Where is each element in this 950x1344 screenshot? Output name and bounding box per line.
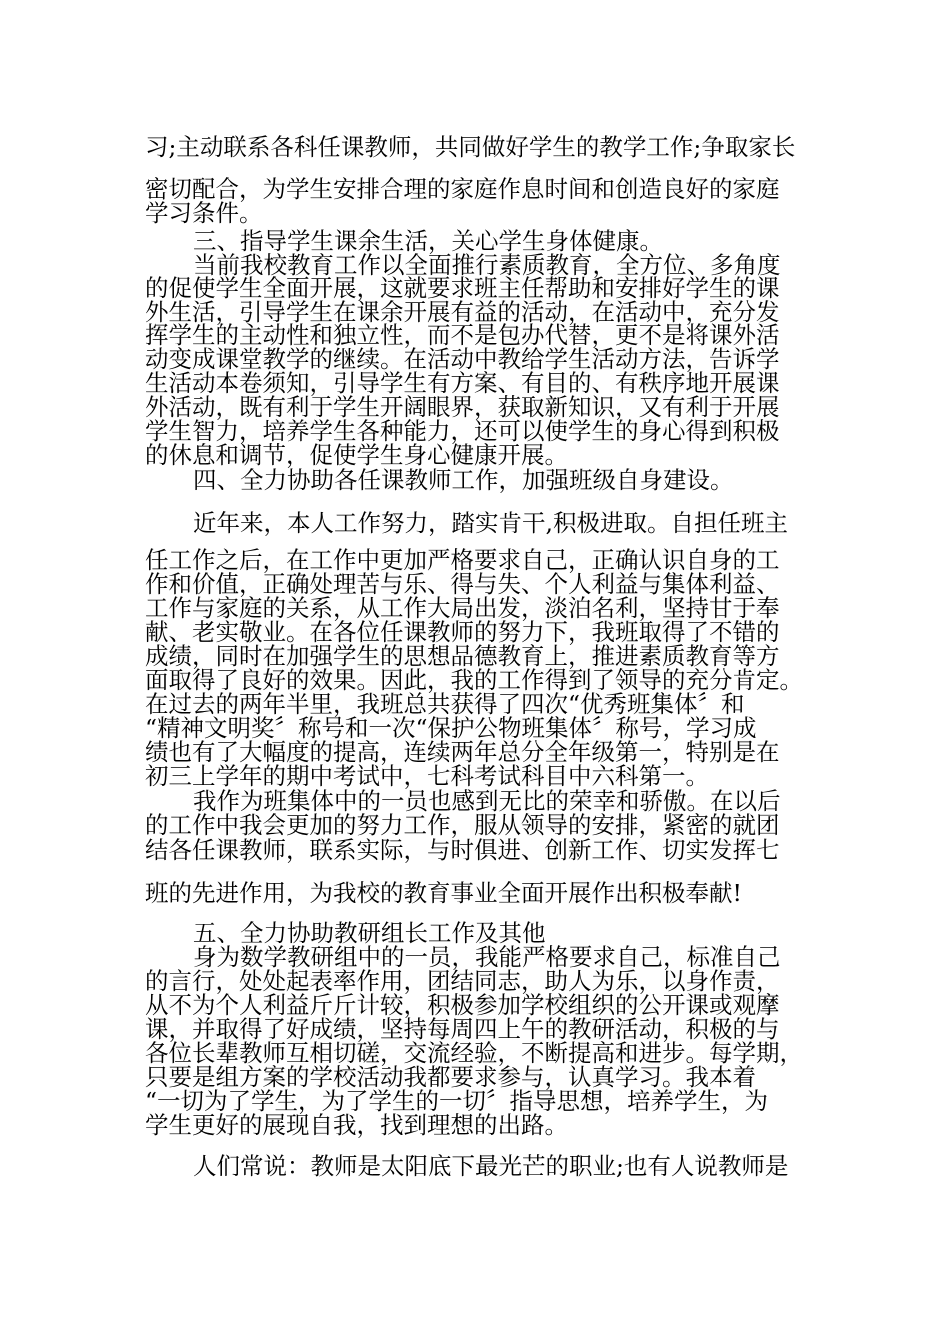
text-line: 的工作中我会更加的努力工作，服从领导的安排，紧密的就团 [145, 811, 780, 839]
text-line: 近年来，本人工作努力，踏实肯干,积极进取。自担任班主 [193, 509, 788, 537]
section-heading: 三、指导学生课余生活，关心学生身体健康。 [193, 227, 663, 255]
text-line: 的休息和调节，促使学生身心健康开展。 [145, 441, 568, 469]
text-line: 初三上学年的期中考试中，七科考试科目中六科第一。 [145, 762, 709, 790]
text-line: 外生活，引导学生在课余开展有益的活动，在活动中，充分发 [145, 298, 780, 326]
text-line: 绩也有了大幅度的提高，连续两年总分全年级第一，特别是在 [145, 738, 780, 766]
text-line: 面取得了良好的效果。因此，我的工作得到了领导的充分肯定。 [145, 666, 803, 694]
text-line: 作和价值，正确处理苦与乐、得与失、个人利益与集体利益、 [145, 570, 780, 598]
text-line: “一切为了学生，为了学生的一切〞指导思想，培养学生，为 [145, 1087, 769, 1115]
text-line: 学生智力，培养学生各种能力，还可以使学生的身心得到积极 [145, 417, 780, 445]
text-line: 我作为班集体中的一员也感到无比的荣幸和骄傲。在以后 [193, 787, 781, 815]
text-line: 在过去的两年半里，我班总共获得了四次“优秀班集体〞和 [145, 690, 745, 718]
text-line: 动变成课堂教学的继续。在活动中教给学生活动方法，告诉学 [145, 345, 780, 373]
text-line: 习;主动联系各科任课教师，共同做好学生的教学工作;争取家长 [145, 133, 796, 161]
text-line: 的促使学生全面开展，这就要求班主任帮助和安排好学生的课 [145, 274, 780, 302]
text-line: 课，并取得了好成绩，坚持每周四上午的教研活动，积极的与 [145, 1015, 780, 1043]
text-line: 献、老实敬业。在各位任课教师的努力下，我班取得了不错的 [145, 618, 780, 646]
text-line: 班的先进作用，为我校的教育事业全面开展作出积极奉献! [145, 879, 742, 907]
text-line: 结各任课教师，联系实际，与时俱进、创新工作、切实发挥七 [145, 836, 780, 864]
section-heading: 四、全力协助各任课教师工作，加强班级自身建设。 [193, 466, 734, 494]
text-line: 成绩，同时在加强学生的思想品德教育上，推进素质教育等方 [145, 642, 780, 670]
text-line: 身为数学教研组中的一员，我能严格要求自己，标准自己 [193, 943, 781, 971]
text-line: 密切配合，为学生安排合理的家庭作息时间和创造良好的家庭 [145, 175, 780, 203]
text-line: 工作与家庭的关系，从工作大局出发，淡泊名利，坚持甘于奉 [145, 594, 780, 622]
text-line: 学习条件。 [145, 199, 263, 227]
text-line: 生活动本卷须知，引导学生有方案、有目的、有秩序地开展课 [145, 369, 780, 397]
text-line: 学生更好的展现自我，找到理想的出路。 [145, 1111, 568, 1139]
text-line: 外活动，既有利于学生开阔眼界，获取新知识，又有利于开展 [145, 393, 780, 421]
text-line: 挥学生的主动性和独立性，而不是包办代替，更不是将课外活 [145, 321, 780, 349]
section-heading: 五、全力协助教研组长工作及其他 [193, 919, 546, 947]
text-line: 的言行，处处起表率作用，团结同志，助人为乐，以身作责， [145, 967, 780, 995]
text-line: 人们常说：教师是太阳底下最光芒的职业;也有人说教师是 [193, 1152, 789, 1180]
text-line: 只要是组方案的学校活动我都要求参与，认真学习。我本着 [145, 1063, 756, 1091]
text-line: 从不为个人利益斤斤计较，积极参加学校组织的公开课或观摩 [145, 991, 780, 1019]
text-line: “精神文明奖〞称号和一次“保护公物班集体〞称号，学习成 [145, 714, 757, 742]
text-line: 当前我校教育工作以全面推行素质教育，全方位、多角度 [193, 251, 781, 279]
text-line: 任工作之后，在工作中更加严格要求自己，正确认识自身的工 [145, 546, 780, 574]
text-line: 各位长辈教师互相切磋，交流经验，不断提高和进步。每学期， [145, 1039, 803, 1067]
